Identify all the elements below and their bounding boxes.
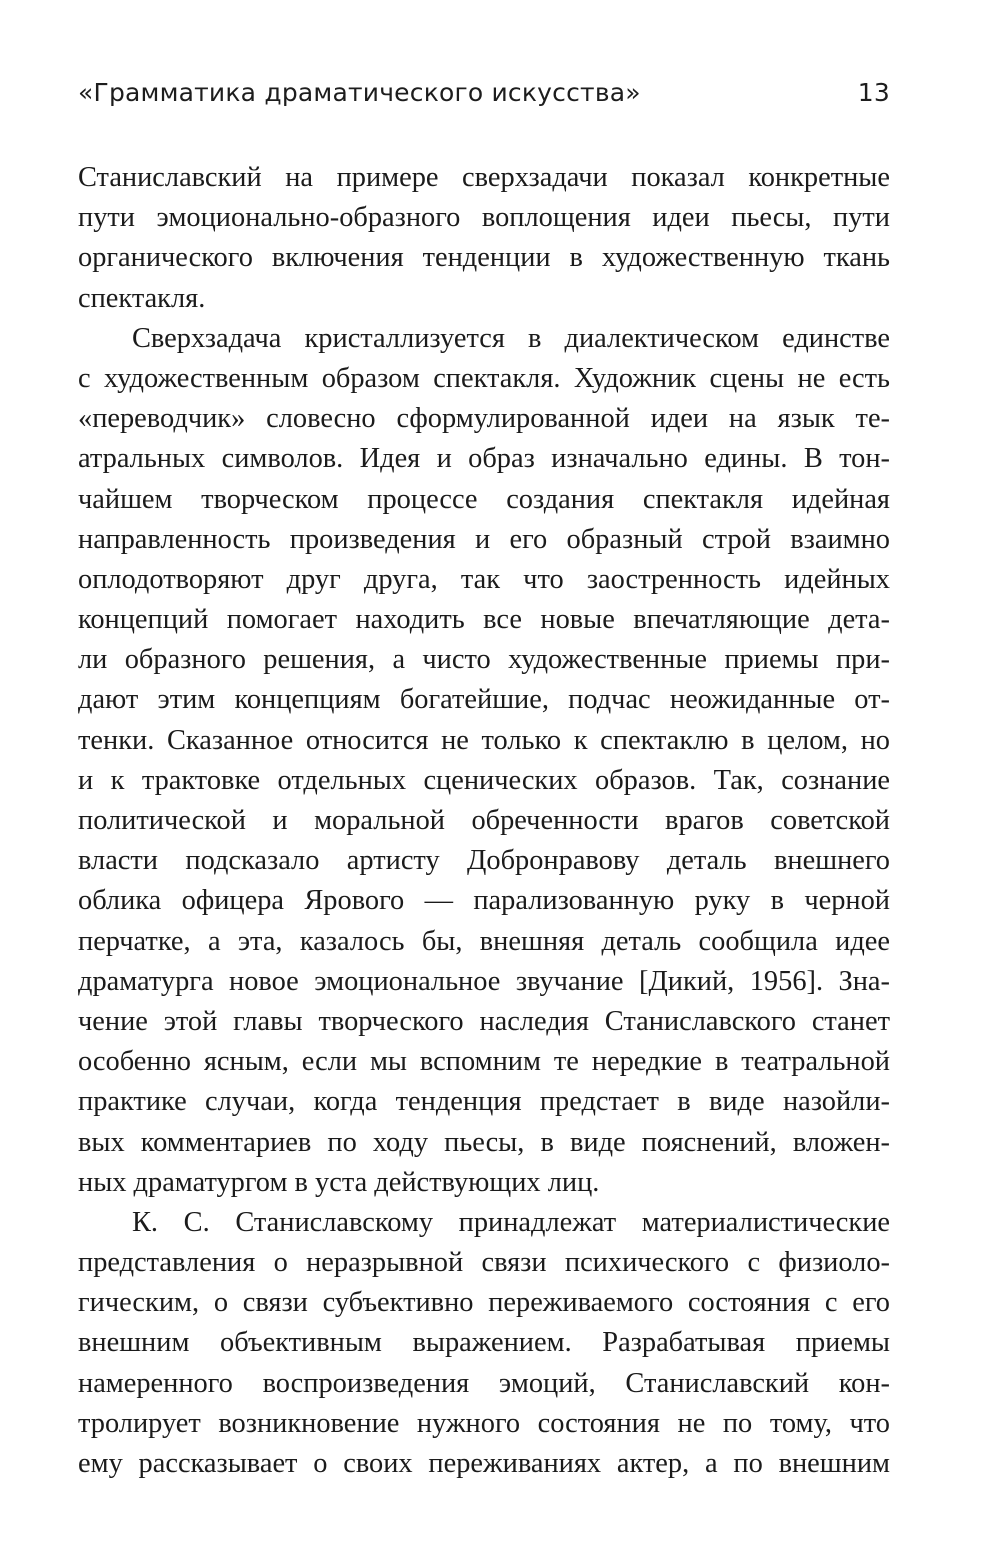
text-line: атральных символов. Идея и образ изначально едины. В тон- bbox=[78, 443, 890, 475]
running-title: «Грамматика драматического искусства» bbox=[78, 78, 641, 107]
text-line: «переводчик» словесно сформулированной идеи на язык те- bbox=[78, 403, 890, 435]
text-line: ли образного решения, а чисто художественные приемы при- bbox=[78, 644, 890, 676]
text-line: оплодотворяют друг друга, так что заостренность идейных bbox=[78, 563, 890, 595]
text-line: пути эмоционально-образного воплощения идеи пьесы, пути bbox=[78, 202, 890, 234]
text-line: Станиславский на примере сверхзадачи показал конкретные bbox=[78, 162, 890, 193]
text-line: практике случаи, когда тенденция предстает в виде назойли- bbox=[78, 1086, 890, 1118]
text-line: политической и моральной обреченности врагов советской bbox=[78, 805, 890, 836]
text-line: тенки. Сказанное относится не только к спектаклю в целом, но bbox=[78, 724, 890, 756]
text-line: Сверхзадача кристаллизуется в диалектическом единстве bbox=[132, 322, 890, 354]
text-line: ных драматургом в уста действующих лиц. bbox=[78, 1166, 600, 1198]
text-line: особенно ясным, если мы вспомним те нередкие в театральной bbox=[78, 1046, 890, 1078]
paragraph-2 bbox=[78, 319, 890, 1203]
text-line: драматурга новое эмоциональное звучание [Дикий, 1956]. Зна- bbox=[78, 965, 890, 997]
text-line: чение этой главы творческого наследия Станиславского станет bbox=[78, 1005, 890, 1037]
text-line: чайшем творческом процессе создания спектакля идейная bbox=[78, 483, 890, 515]
page-number: 13 bbox=[857, 78, 890, 107]
text-line: облика офицера Ярового — парализованную руку в черной bbox=[78, 885, 890, 917]
text-line: внешним объективным выражением. Разрабатывая приемы bbox=[78, 1327, 890, 1359]
paragraph-3 bbox=[78, 1203, 890, 1484]
text-line: ему рассказывает о своих переживаниях актер, а по внешним bbox=[78, 1448, 890, 1479]
text-line: дают этим концепциям богатейшие, подчас неожиданные от- bbox=[78, 684, 890, 716]
body-text bbox=[78, 158, 890, 1484]
text-line: власти подсказало артисту Добронравову деталь внешнего bbox=[78, 845, 890, 877]
text-line: с художественным образом спектакля. Художник сцены не есть bbox=[78, 362, 890, 394]
text-line: гическим, о связи субъективно переживаемого состояния с его bbox=[78, 1287, 890, 1319]
paragraph-1 bbox=[78, 158, 890, 319]
text-line: концепций помогает находить все новые впечатляющие дета- bbox=[78, 604, 890, 636]
text-line: направленность произведения и его образный строй взаимно bbox=[78, 523, 890, 555]
text-line: К. С. Станиславскому принадлежат материалистические bbox=[132, 1206, 890, 1238]
running-header bbox=[78, 78, 890, 118]
text-line: и к трактовке отдельных сценических образов. Так, сознание bbox=[78, 764, 890, 796]
text-line: спектакля. bbox=[78, 282, 206, 314]
text-line: органического включения тенденции в художественную ткань bbox=[78, 242, 890, 274]
text-line: перчатке, а эта, казалось бы, внешняя деталь сообщила идее bbox=[78, 925, 890, 957]
text-line: тролирует возникновение нужного состояния не по тому, что bbox=[78, 1407, 890, 1439]
text-line: представления о неразрывной связи психического с физиоло- bbox=[78, 1247, 890, 1279]
text-line: намеренного воспроизведения эмоций, Станиславский кон- bbox=[78, 1367, 890, 1399]
text-line: вых комментариев по ходу пьесы, в виде пояснений, вложен- bbox=[78, 1126, 890, 1158]
